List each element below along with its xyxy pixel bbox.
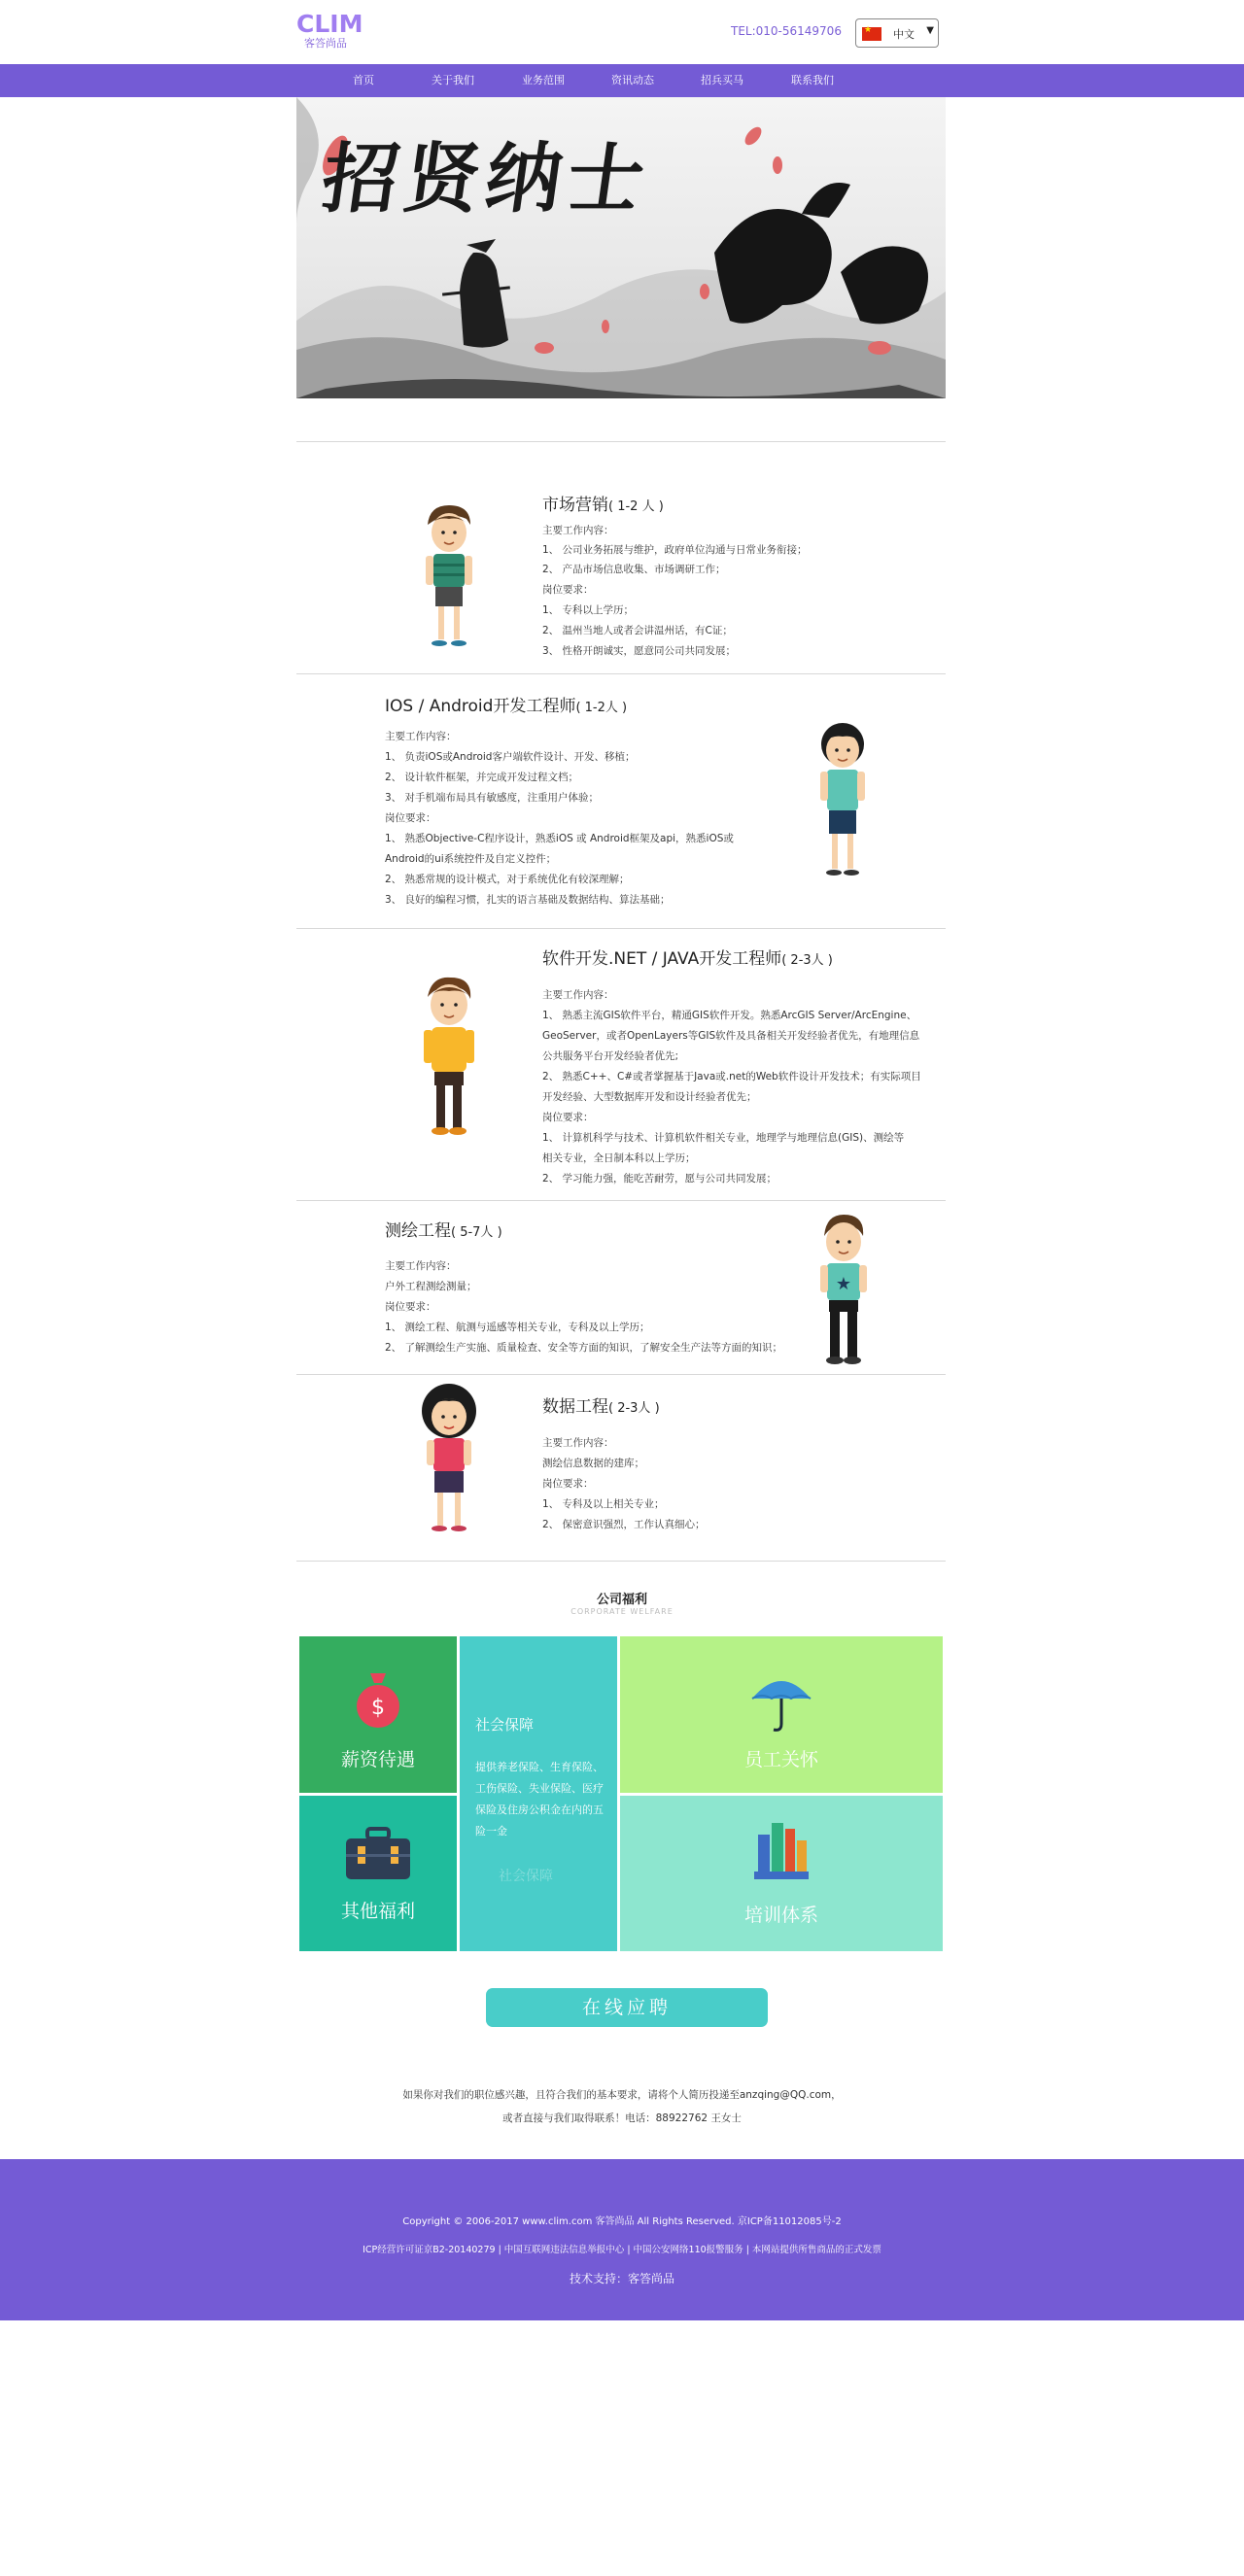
books-icon bbox=[752, 1819, 811, 1881]
banner-title: 招贤纳士 bbox=[316, 135, 656, 223]
apply-online-button[interactable]: 在线应聘 bbox=[486, 1988, 768, 2027]
job-desc-line: 1、 专科及以上相关专业； bbox=[542, 1498, 665, 1510]
job-desc-line: 2、 保密意识强烈，工作认真细心； bbox=[542, 1519, 706, 1530]
job-desc-line: 2、 温州当地人或者会讲温州话，有C证； bbox=[542, 625, 733, 636]
welfare-tile-label: 社会保障 bbox=[475, 1716, 535, 1734]
job-desc-line: 2、 学习能力强，能吃苦耐劳，愿与公司共同发展； bbox=[542, 1173, 778, 1185]
svg-text:$: $ bbox=[371, 1696, 385, 1720]
job-desc-line: 主要工作内容： bbox=[542, 1437, 614, 1449]
logo-mark: CLIM bbox=[296, 10, 363, 38]
job-count: ( 2-3人 ) bbox=[781, 953, 833, 968]
welfare-tile-other[interactable] bbox=[299, 1796, 457, 1951]
contact-text: 或者直接与我们取得联系！电话：88922762 王女士 bbox=[502, 2112, 742, 2124]
logo[interactable] bbox=[296, 10, 363, 54]
job-count: ( 2-3人 ) bbox=[608, 1401, 660, 1416]
footer-copyright: Copyright © 2006-2017 www.clim.com 客答尚品 All Rights Reserved. 京ICP备11012085号-2 bbox=[402, 2216, 842, 2227]
job-desc-line: 2、 设计软件框架，并完成开发过程文档； bbox=[385, 772, 579, 783]
job-count: ( 5-7人 ) bbox=[451, 1225, 502, 1240]
umbrella-icon bbox=[750, 1669, 812, 1734]
job-desc-line: 主要工作内容： bbox=[542, 525, 614, 536]
welfare-tile-training[interactable] bbox=[620, 1796, 943, 1951]
job-desc-line: 1、 计算机科学与技术、计算机软件相关专业，地理学与地理信息(GIS)、测绘等 bbox=[542, 1132, 905, 1144]
language-label: 中文 bbox=[893, 28, 915, 41]
job-desc-line: 主要工作内容： bbox=[542, 989, 614, 1001]
job-desc-line: 岗位要求： bbox=[542, 1112, 594, 1123]
money-bag-icon bbox=[353, 1667, 403, 1728]
job-desc-line: 1、 熟悉主流GIS软件平台，精通GIS软件开发。熟悉ArcGIS Server/ArcEngine、 bbox=[542, 1010, 917, 1021]
job-desc-line: 公共服务平台开发经验者优先; bbox=[542, 1050, 679, 1062]
welfare-tile-social-security[interactable] bbox=[460, 1636, 617, 1951]
job-title-text: 软件开发.NET / JAVA开发工程师 bbox=[542, 949, 782, 969]
footer bbox=[0, 2159, 1244, 2320]
job-title-text: 市场营销 bbox=[542, 496, 608, 515]
welfare-ghost-label: 社会保障 bbox=[499, 1869, 553, 1884]
job-desc-line: 3、 良好的编程习惯，扎实的语言基础及数据结构、算法基础； bbox=[385, 894, 671, 906]
welfare-desc-line: 险一金 bbox=[475, 1825, 507, 1838]
welfare-tile-label: 培训体系 bbox=[743, 1905, 818, 1926]
job-title-software-dev bbox=[542, 945, 833, 969]
job-desc-line: 1、 测绘工程、航测与遥感等相关专业，专科及以上学历； bbox=[385, 1322, 650, 1333]
job-desc-line: 1、 负责iOS或Android客户端软件设计、开发、移植； bbox=[385, 751, 636, 763]
divider bbox=[296, 1200, 946, 1201]
job-desc-line: 1、 专科以上学历； bbox=[542, 604, 635, 616]
caret-down-icon: ▼ bbox=[926, 25, 934, 36]
job-desc-line: 岗位要求： bbox=[385, 1301, 436, 1313]
job-desc-line: 开发经验、大型数据库开发和设计经验者优先； bbox=[542, 1091, 757, 1103]
nav-item-news[interactable]: 资讯动态 bbox=[611, 74, 654, 86]
job-title-text: 数据工程 bbox=[542, 1397, 608, 1417]
recruit-banner bbox=[296, 97, 946, 398]
job-desc-line: 测绘信息数据的建库； bbox=[542, 1458, 644, 1469]
job-desc-line: GeoServer，或者OpenLayers等GIS软件及具备相关开发经验者优先，有地理信息 bbox=[542, 1030, 920, 1042]
job-desc-line: 岗位要求： bbox=[385, 812, 436, 824]
job-title-data-engineering bbox=[542, 1392, 660, 1417]
job-desc-line: 3、 对手机端布局具有敏感度，注重用户体验； bbox=[385, 792, 600, 804]
boy-character-illustration bbox=[420, 503, 478, 651]
job-desc-line: 岗位要求： bbox=[542, 1478, 594, 1490]
phone-number: TEL:010-56149706 bbox=[731, 24, 842, 38]
language-select[interactable] bbox=[855, 18, 939, 48]
job-desc-line: 主要工作内容： bbox=[385, 731, 457, 742]
welfare-tile-salary[interactable] bbox=[299, 1636, 457, 1793]
welfare-desc-line: 工伤保险、失业保险、医疗 bbox=[475, 1782, 604, 1795]
main-nav bbox=[0, 64, 1244, 97]
footer-icp-links[interactable]: ICP经营许可证京B2-20140279 | 中国互联网违法信息举报中心 | 中国公安网络110报警服务 | 本网站提供所售商品的正式发票 bbox=[363, 2245, 881, 2255]
boy-character-illustration bbox=[418, 974, 480, 1139]
job-title-marketing bbox=[542, 491, 664, 515]
welfare-tile-label: 员工关怀 bbox=[743, 1749, 818, 1770]
job-title-mobile-dev bbox=[385, 692, 627, 716]
job-desc-line: 2、 了解测绘生产实施、质量检查、安全等方面的知识，了解安全生产法等方面的知识； bbox=[385, 1342, 783, 1354]
job-desc-line: 1、 公司业务拓展与维护，政府单位沟通与日常业务衔接； bbox=[542, 544, 808, 556]
footer-tech-support: 技术支持：客答尚品 bbox=[569, 2272, 674, 2285]
logo-subtitle: 客答尚品 bbox=[304, 37, 347, 50]
job-title-text: IOS / Android开发工程师 bbox=[385, 697, 576, 716]
job-desc-line: 主要工作内容： bbox=[385, 1260, 457, 1272]
boy-character-illustration bbox=[814, 1213, 873, 1368]
welfare-section-subtitle: CORPORATE WELFARE bbox=[570, 1607, 674, 1616]
job-desc-line: Android的ui系统控件及自定义控件； bbox=[385, 853, 557, 865]
welfare-tile-label: 薪资待遇 bbox=[340, 1749, 415, 1770]
divider bbox=[296, 1561, 946, 1562]
briefcase-icon bbox=[344, 1827, 412, 1881]
job-desc-line: 3、 性格开朗诚实，愿意同公司共同发展； bbox=[542, 645, 737, 657]
header bbox=[0, 0, 1244, 64]
nav-item-business[interactable]: 业务范围 bbox=[522, 74, 565, 86]
job-title-surveying bbox=[385, 1217, 502, 1241]
nav-item-home[interactable]: 首页 bbox=[353, 74, 374, 86]
job-desc-line: 2、 熟悉C++、C#或者掌握基于Java或.net的Web软件设计开发技术；有实际项目 bbox=[542, 1071, 921, 1082]
divider bbox=[296, 441, 946, 442]
job-desc-line: 相关专业，全日制本科以上学历； bbox=[542, 1152, 696, 1164]
china-flag-icon: ★ bbox=[862, 27, 881, 41]
welfare-desc-line: 保险及住房公积金在内的五 bbox=[475, 1803, 604, 1816]
job-count: ( 1-2人 ) bbox=[575, 701, 628, 715]
job-desc-line: 1、 熟悉Objective-C程序设计，熟悉iOS 或 Android框架及api，熟悉iOS或 bbox=[385, 833, 734, 844]
boy-character-illustration bbox=[814, 721, 871, 882]
girl-character-illustration bbox=[418, 1384, 480, 1537]
welfare-tile-label: 其他福利 bbox=[340, 1901, 415, 1922]
welfare-section-title: 公司福利 bbox=[596, 1593, 647, 1607]
job-desc-line: 岗位要求： bbox=[542, 584, 594, 596]
divider bbox=[296, 928, 946, 929]
nav-item-about[interactable]: 关于我们 bbox=[432, 74, 474, 86]
job-desc-line: 户外工程测绘测量； bbox=[385, 1281, 477, 1292]
divider bbox=[296, 673, 946, 674]
divider bbox=[296, 1374, 946, 1375]
nav-item-recruit[interactable]: 招兵买马 bbox=[701, 74, 743, 86]
welfare-desc-line: 提供养老保险、生育保险、 bbox=[475, 1761, 604, 1773]
job-count: ( 1-2 人 ) bbox=[608, 499, 664, 514]
svg-text:★: ★ bbox=[835, 1274, 852, 1294]
job-title-text: 测绘工程 bbox=[385, 1221, 451, 1241]
contact-text: 如果你对我们的职位感兴趣，且符合我们的基本要求，请将个人简历投递至anzqing@QQ.com， bbox=[402, 2089, 842, 2101]
job-desc-line: 2、 熟悉常规的设计模式，对于系统优化有较深理解； bbox=[385, 874, 630, 885]
job-desc-line: 2、 产品市场信息收集、市场调研工作； bbox=[542, 564, 726, 575]
nav-item-contact[interactable]: 联系我们 bbox=[791, 74, 834, 86]
welfare-tile-employee-care[interactable] bbox=[620, 1636, 943, 1793]
